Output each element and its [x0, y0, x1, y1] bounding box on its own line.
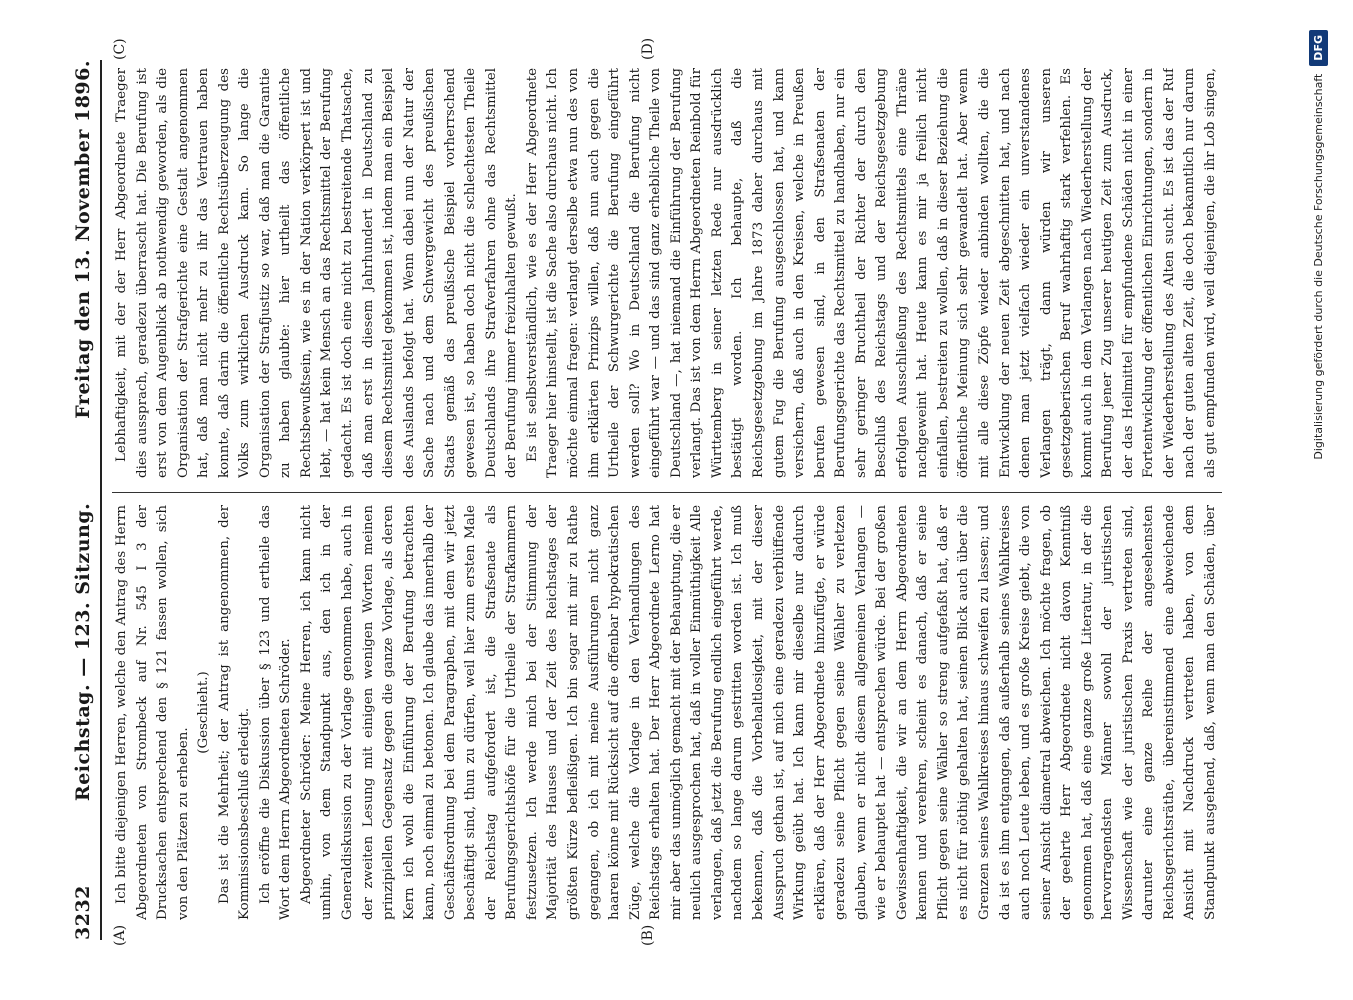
- left-paragraph: Ich eröffne die Diskussion über § 123 und ertheile das Wort dem Herrn Abgeordneten Schröder.: [257, 505, 294, 920]
- left-paragraph: (Geschieht.): [196, 671, 212, 754]
- right-paragraph: Lebhaftigkeit, mit der der Herr Abgeordnete Traeger dies aussprach, geradezu überrascht hat. Die Berufung ist erst von dem Augenblick ab nothwendig geworden, als die Organisation der Strafgerichte eine Gestalt angenommen hat, daß man nicht mehr zu ihr das Vertrauen haben konnte, daß darin die öffentliche Rechtsüberzeugung des Volks zum wirklichen Ausdruck kam. So lange die Organisation der Strafjustiz so war, daß man die Garantie zu haben glaubte: hier urtheilt das öffentliche Rechtsbewußtsein, wie es in der Nation verkörpert ist und lebt, — hat kein Mensch an das Rechtsmittel der Berufung gedacht. Es ist doch eine nicht zu bestreitende Thatsache, daß man erst in diesem Jahrhundert in Deutschland zu diesem Rechtsmittel gekommen ist, indem man ein Beispiel des Auslands befolgt hat. Wenn dabei nun der Natur der Sache nach und dem Schwergewicht des preußischen Staats gemäß das preußische Beispiel vorherrschend gewesen ist, so haben doch nicht die schlechtesten Theile Deutschlands ihre Strafverfahren ohne das Rechtsmittel der Berufung immer freizuhalten gewußt.: [114, 68, 520, 478]
- page-number: 3232: [72, 885, 94, 940]
- margin-mark-c: (C): [112, 38, 128, 60]
- right-text-column: [112, 68, 1222, 478]
- column-divider: [112, 492, 1222, 493]
- left-text-column: [112, 505, 1222, 920]
- left-paragraph: Abgeordneter Schröder: Meine Herren, ich kann nicht umhin, von dem Standpunkt aus, den ich in der Generaldiskussion zu der Vorlage genommen habe, auch in der zweiten Lesung mit einigen wenigen Worten meinen prinzipiellen Gegensatz gegen die ganze Vorlage, als deren Kern ich wohl die Einführung der Berufung betrachten kann, noch einmal zu betonen. Ich glaube das innerhalb der Geschäftsordnung bei dem Paragraphen, mit dem wir jetzt beschäftigt sind, thun zu dürfen, weil hier zum ersten Male der Reichstag aufgefordert ist, die Strafsenate als Berufungsgerichtshöfe für die Urtheile der Strafkammern festzusetzen. Ich werde mich bei der Stimmung der Majorität des Hauses und der Zeit des Reichstages der größten Kürze befleißigen. Ich bin sogar mit mir zu Rathe gegangen, ob ich mit meine Ausführungen nicht ganz haaren könne mit Rücksicht auf die offenbar hypokratischen Züge, welche die Vorlage in den Verhandlungen des Reichstags erhalten hat. Der Herr Abgeordnete Lerno hat mir aber das unmöglich gemacht mit der Behauptung, die er neulich ausgesprochen hat, daß in voller Einmüthigkeit Alle verlangen, daß jetzt die Berufung endlich eingeführt werde, nachdem so lange darum gestritten worden ist. Ich muß bekennen, daß die Vorbehaltlosigkeit, mit der dieser Ausspruch gethan ist, auf mich eine geradezu verblüffende Wirkung geübt hat. Ich kann mir dieselbe nur dadurch erklären, daß der Herr Abgeordnete hinzufügte, er würde geradezu seine Pflicht gegen seine Wähler zu verletzen glauben, wenn er nicht diesem allgemeinen Verlangen — wie er behauptet hat — entsprechen würde. Bei der großen Gewissenhaftigkeit, die wir an dem Herrn Abgeordneten kennen und verehren, scheint es danach, daß er seine Pflicht gegen seine Wähler so streng aufgefaßt hat, daß er es nicht für nöthig gehalten hat, seinen Blick auch über die Grenzen seines Wahlkreises hinaus schweifen zu lassen; und da ist es ihm entgangen, daß außerhalb seines Wahlkreises auch noch Leute leben, und es große Kreise giebt, die von seiner Ansicht diametral abweichen. Ich möchte fragen, ob der geehrte Herr Abgeordnete nicht davon Kenntniß genommen hat, daß eine ganze große Literatur, in der die hervorragendsten Männer sowohl der juristischen Wissenschaft wie der juristischen Praxis vertreten sind, darunter eine ganze Reihe der angesehensten Reichsgerichtsräthe, übereinstimmend eine abweichende Ansicht mit Nachdruck vertreten haben, von dem Standpunkt ausgehend, daß, wenn man den Schäden, über: [298, 505, 1218, 920]
- session-date: Freitag den 13. November 1896.: [72, 60, 94, 419]
- header-rule: [100, 60, 102, 940]
- session-title: Reichstag. — 123. Sitzung.: [72, 502, 94, 802]
- right-paragraph: Es ist selbstverständlich, wie es der Herr Abgeordnete Traeger hier hinstellt, ist die Sache also durchaus nicht. Ich möchte einmal fragen: verlangt derselbe etwa nun des von ihm erklärten Prinzips willen, daß nun auch gegen die Urtheile der Schwurgerichte die Berufung eingeführt werden soll? Wo in Deutschland die Berufung nicht eingeführt war — und das sind ganz erhebliche Theile von Deutschland —, hat niemand die Einführung der Berufung verlangt. Das ist von dem Herrn Abgeordneten Reinbold für Württemberg in seiner letzten Rede nur ausdrücklich bestätigt worden. Ich behaupte, daß die Reichsgesetzgebung im Jahre 1873 daher durchaus mit gutem Fug die Berufung ausgeschlossen hat, und kann versichern, daß auch in den Kreisen, welche in Preußen berufen gewesen sind, in den Strafsenaten der Berufungsgerichte das Rechtsmittel zu handhaben, nur ein sehr geringer Bruchtheil der Richter der durch den Beschluß des Reichstags und der Reichsgesetzgebung erfolgten Ausschließung des Rechtsmittels eine Thräne nachgeweint hat. Heute kann es mir ja freilich nicht einfallen, bestreiten zu wollen, daß in dieser Beziehung die öffentliche Meinung sich sehr gewandelt hat. Aber wenn mit alle diese Zöpfe wieder anbinden wollten, die die Entwicklung der neuen Zeit abgeschnitten hat, und nach denen man jetzt vielfach wieder ein unverstandenes Verlangen trägt, dann würden wir unseren gesetzgeberischen Beruf wahrhaftig stark verfehlen. Es kommt auch in dem Verlangen nach Wiederherstellung der Berufung jener Zug unserer heutigen Zeit zum Ausdruck, der das Heilmittel für empfundene Schäden nicht in einer Fortentwicklung der öffentlichen Einrichtungen, sondern in der Wiederherstellung des Alten sucht. Es ist das der Ruf nach der guten alten Zeit, die doch bekanntlich nur darum als gut empfunden wird, weil diejenigen, die ihr Lob singen,: [524, 68, 1218, 478]
- margin-mark-b: (B): [640, 924, 656, 946]
- funding-credit: Digitalisierung gefördert durch die Deutsche Forschungsgemeinschaft: [1311, 73, 1325, 460]
- page-footer: [1298, 30, 1338, 970]
- margin-mark-a: (A): [112, 924, 128, 946]
- page-header: [68, 60, 98, 940]
- dfg-logo: DFG: [1309, 30, 1328, 66]
- left-paragraph: Das ist die Mehrheit; der Antrag ist angenommen, der Kommissionsbeschluß erledigt.: [216, 505, 253, 920]
- margin-mark-d: (D): [640, 37, 656, 60]
- left-paragraph: Ich bitte diejenigen Herren, welche den Antrag des Herrn Abgeordneten von Strombeck auf Nr. 545 I 3 der Drucksachen entsprechend den § 121 fassen wollen, sich von den Plätzen zu erheben.: [114, 505, 191, 920]
